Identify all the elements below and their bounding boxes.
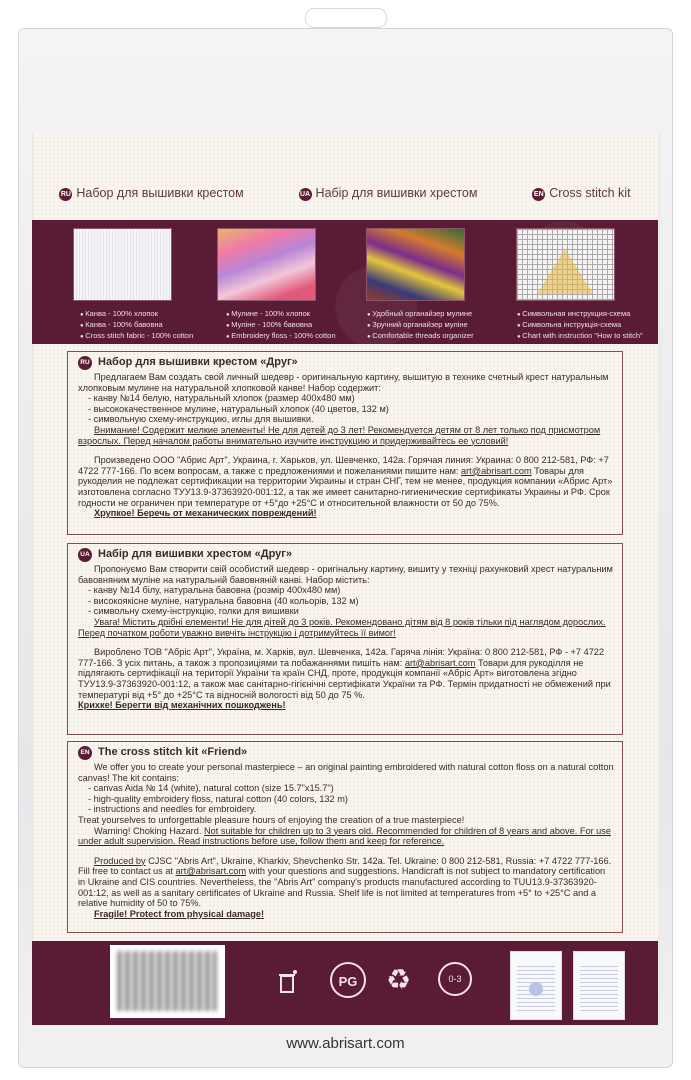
en-intro: We offer you to create your personal masterpiece – an original painting embroidered with natural cotton floss on a natural cotton canvas! The kit contains: xyxy=(78,762,614,783)
ua-email-link[interactable]: art@abrisart.com xyxy=(404,657,476,668)
website-url[interactable]: www.abrisart.com xyxy=(286,1035,405,1052)
kit-title-ua: UA Набір для вишивки хрестом xyxy=(299,186,478,200)
en-item: - canvas Aida № 14 (white), natural cotton (size 15.7"x15.7") xyxy=(88,783,334,794)
section-ru-title: RU Набор для вышивки крестом «Друг» xyxy=(78,356,614,370)
barcode xyxy=(110,945,225,1018)
ua-intro: Пропонуємо Вам створити свій особистий шедевр - оригінальну картину, вишиту у техніці рахунковий хрест натуральним бавовняним муліне на натуральній бавовняній канві. Набор містить: xyxy=(78,564,613,585)
en-producer: Produced by CJSC "Abris Art", Ukraine, Kharkiv, Shevchenko Str. 142a. Tel. Ukraine: 0 800 212-581, Russia: +7 4722 777-166. Fill free to contact us at art@abrisart.com with your questions and suggestions. Handicraft is not subject to mandatory certification in Ukraine and CIS countries. Nevertheless, the "Abris Art" company's products manufactured according to TUU13.9-37363920-001:12, as well as a sanitary certificates of Ukraine and Russia. Shelf life is not limited at temperatures from +5° to +25°C and a relative humidity of 50 to 75%. xyxy=(78,855,612,909)
en-treat: Treat yourselves to unforgettable pleasure hours of enjoying the creation of a true masterpiece! xyxy=(78,814,465,825)
ua-warning: Увага! Містить дрібні елементи! Не для дітей до 3 років. Рекомендовано дітям від 8 років тільки під наглядом дорослих. Перед початком роботи уважно вивчіть інструкцію і дотримуйтесь її вимог! xyxy=(78,616,606,638)
pg-mark-icon: PG xyxy=(330,962,366,998)
en-warning: Warning! Choking Hazard. Not suitable for children up to 3 years old. Recommended for children of 8 years and above. For use under adult supervision. Read instructions before use, follow them and keep for reference. xyxy=(78,825,611,847)
kit-titles xyxy=(32,186,658,206)
section-ua xyxy=(67,543,623,735)
ru-item: - канву №14 белую, натуральный хлопок (размер 400х480 мм) xyxy=(88,393,355,404)
feature-list-chart: ● Символьная инструкция-схема ● Символьна інструкція-схема ● Chart with instruction "How to stitch" xyxy=(517,309,643,342)
ua-item: - канву №14 білу, натуральна бавовна (розмір 400х480 мм) xyxy=(88,585,341,596)
feature-list-canvas: ● Канва - 100% хлопок ● Канва - 100% бавовна ● Cross stitch fabric - 100% cotton xyxy=(80,309,193,342)
section-ua-title: UA Набір для вишивки хрестом «Друг» xyxy=(78,548,614,562)
ru-email-link[interactable]: art@abrisart.com xyxy=(461,465,532,476)
ru-item: - высококачественное мулине, натуральный хлопок (40 цветов, 132 м) xyxy=(88,403,389,414)
en-item: - high-quality embroidery floss, natural cotton (40 colors, 132 m) xyxy=(88,793,348,804)
chart-photo xyxy=(516,228,615,301)
trash-bin-icon xyxy=(276,968,300,992)
ua-item: - високоякісне муліне, натуральна бавовна (40 кольорів, 132 м) xyxy=(88,595,359,606)
ua-item: - символьну схему-інструкцію, голки для вишивки xyxy=(88,606,299,617)
ua-fragile: Крихке! Берегти від механічних пошкоджень! xyxy=(78,700,286,711)
section-en-title: EN The cross stitch kit «Friend» xyxy=(78,746,614,760)
age-0-3-prohibited-icon: 0-3 xyxy=(438,962,472,996)
hang-hole xyxy=(305,8,387,28)
ru-fragile: Хрупкое! Беречь от механических повреждений! xyxy=(94,508,317,519)
section-en xyxy=(67,741,623,933)
kit-title-en: EN Cross stitch kit xyxy=(533,186,631,200)
en-email-link[interactable]: art@abrisart.com xyxy=(175,866,247,877)
feature-list-floss: ● Мулине - 100% хлопок ● Муліне - 100% бавовна ● Embroidery floss - 100% cotton xyxy=(226,309,336,342)
floss-photo xyxy=(217,228,316,301)
certificate-thumbnail xyxy=(573,951,625,1020)
ua-producer: Вироблено ТОВ "Абріс Арт", Україна, м. Харків, вул. Шевченка, 142а. Гаряча лінія: Україна: 0 800 212-581, РФ - +7 4722 777-166. З усіх питань, а також з пропозиціями та побажаннями пишіть нам: art@abrisart.com Товари для рукоділля не підлягають сертифікації на території України та країн СНД, проте, продукція компанії «Абріс Арт» виготовлена згідно ТУУ13.9-37363920-001:12, а також має санітарно-гігієнічні сертифікати України та РФ. Термін придатності не обмежений при температурі від +5° до +25°С та відносній вологості від 50 до 75 %. xyxy=(78,647,611,700)
en-fragile: Fragile! Protect from physical damage! xyxy=(94,908,265,919)
canvas-photo xyxy=(73,228,172,301)
ru-producer: Произведено ООО "Абрис Арт", Украина, г. Харьков, ул. Шевченко, 142а. Горячая линия: Украина: 0 800 212-581, РФ: +7 4722 777-166. По всем вопросам, а также с предложениями и пожеланиями пишите нам: art@abrisart.com Товары для рукоделия не подлежат сертификации на территории Украины и стран СНГ, тем не менее, продукция компании «Абрис Арт» изготовлена согласно ТУУ13.9-37363920-001:12, а так же имеет санитарно-гигиенические сертификаты Украины и РФ. Срок годности не ограничен при температуре от +5°до +25°С и относительной влажности от 50 до 75%. xyxy=(78,455,613,508)
section-ru xyxy=(67,351,623,535)
certificate-thumbnail xyxy=(510,951,562,1020)
en-item: - instructions and needles for embroidery. xyxy=(88,804,257,815)
ru-warning: Внимание! Содержит мелкие элементы! Не для детей до 3 лет! Рекомендуется детям от 8 лет только под присмотром взрослых. Перед началом работы внимательно изучите инструкцию и придерживайтесь ее условий! xyxy=(78,424,601,446)
ru-intro: Предлагаем Вам создать свой личный шедевр - оригинальную картину, вышитую в технике счетный крест натуральным хлопковым мулине на натуральной хлопковой канве! Набор содержит: xyxy=(78,372,609,393)
kit-title-ru: RU Набор для вышивки крестом xyxy=(60,186,244,200)
ru-item: - символьную схему-инструкцию, иглы для вышивки. xyxy=(88,414,314,425)
recycle-icon: ♻ xyxy=(386,964,412,995)
feature-list-organizer: ● Удобный органайзер мулине ● Зручний органайзер муліне ● Comfortable threads organizer xyxy=(367,309,474,342)
organizer-photo xyxy=(366,228,465,301)
